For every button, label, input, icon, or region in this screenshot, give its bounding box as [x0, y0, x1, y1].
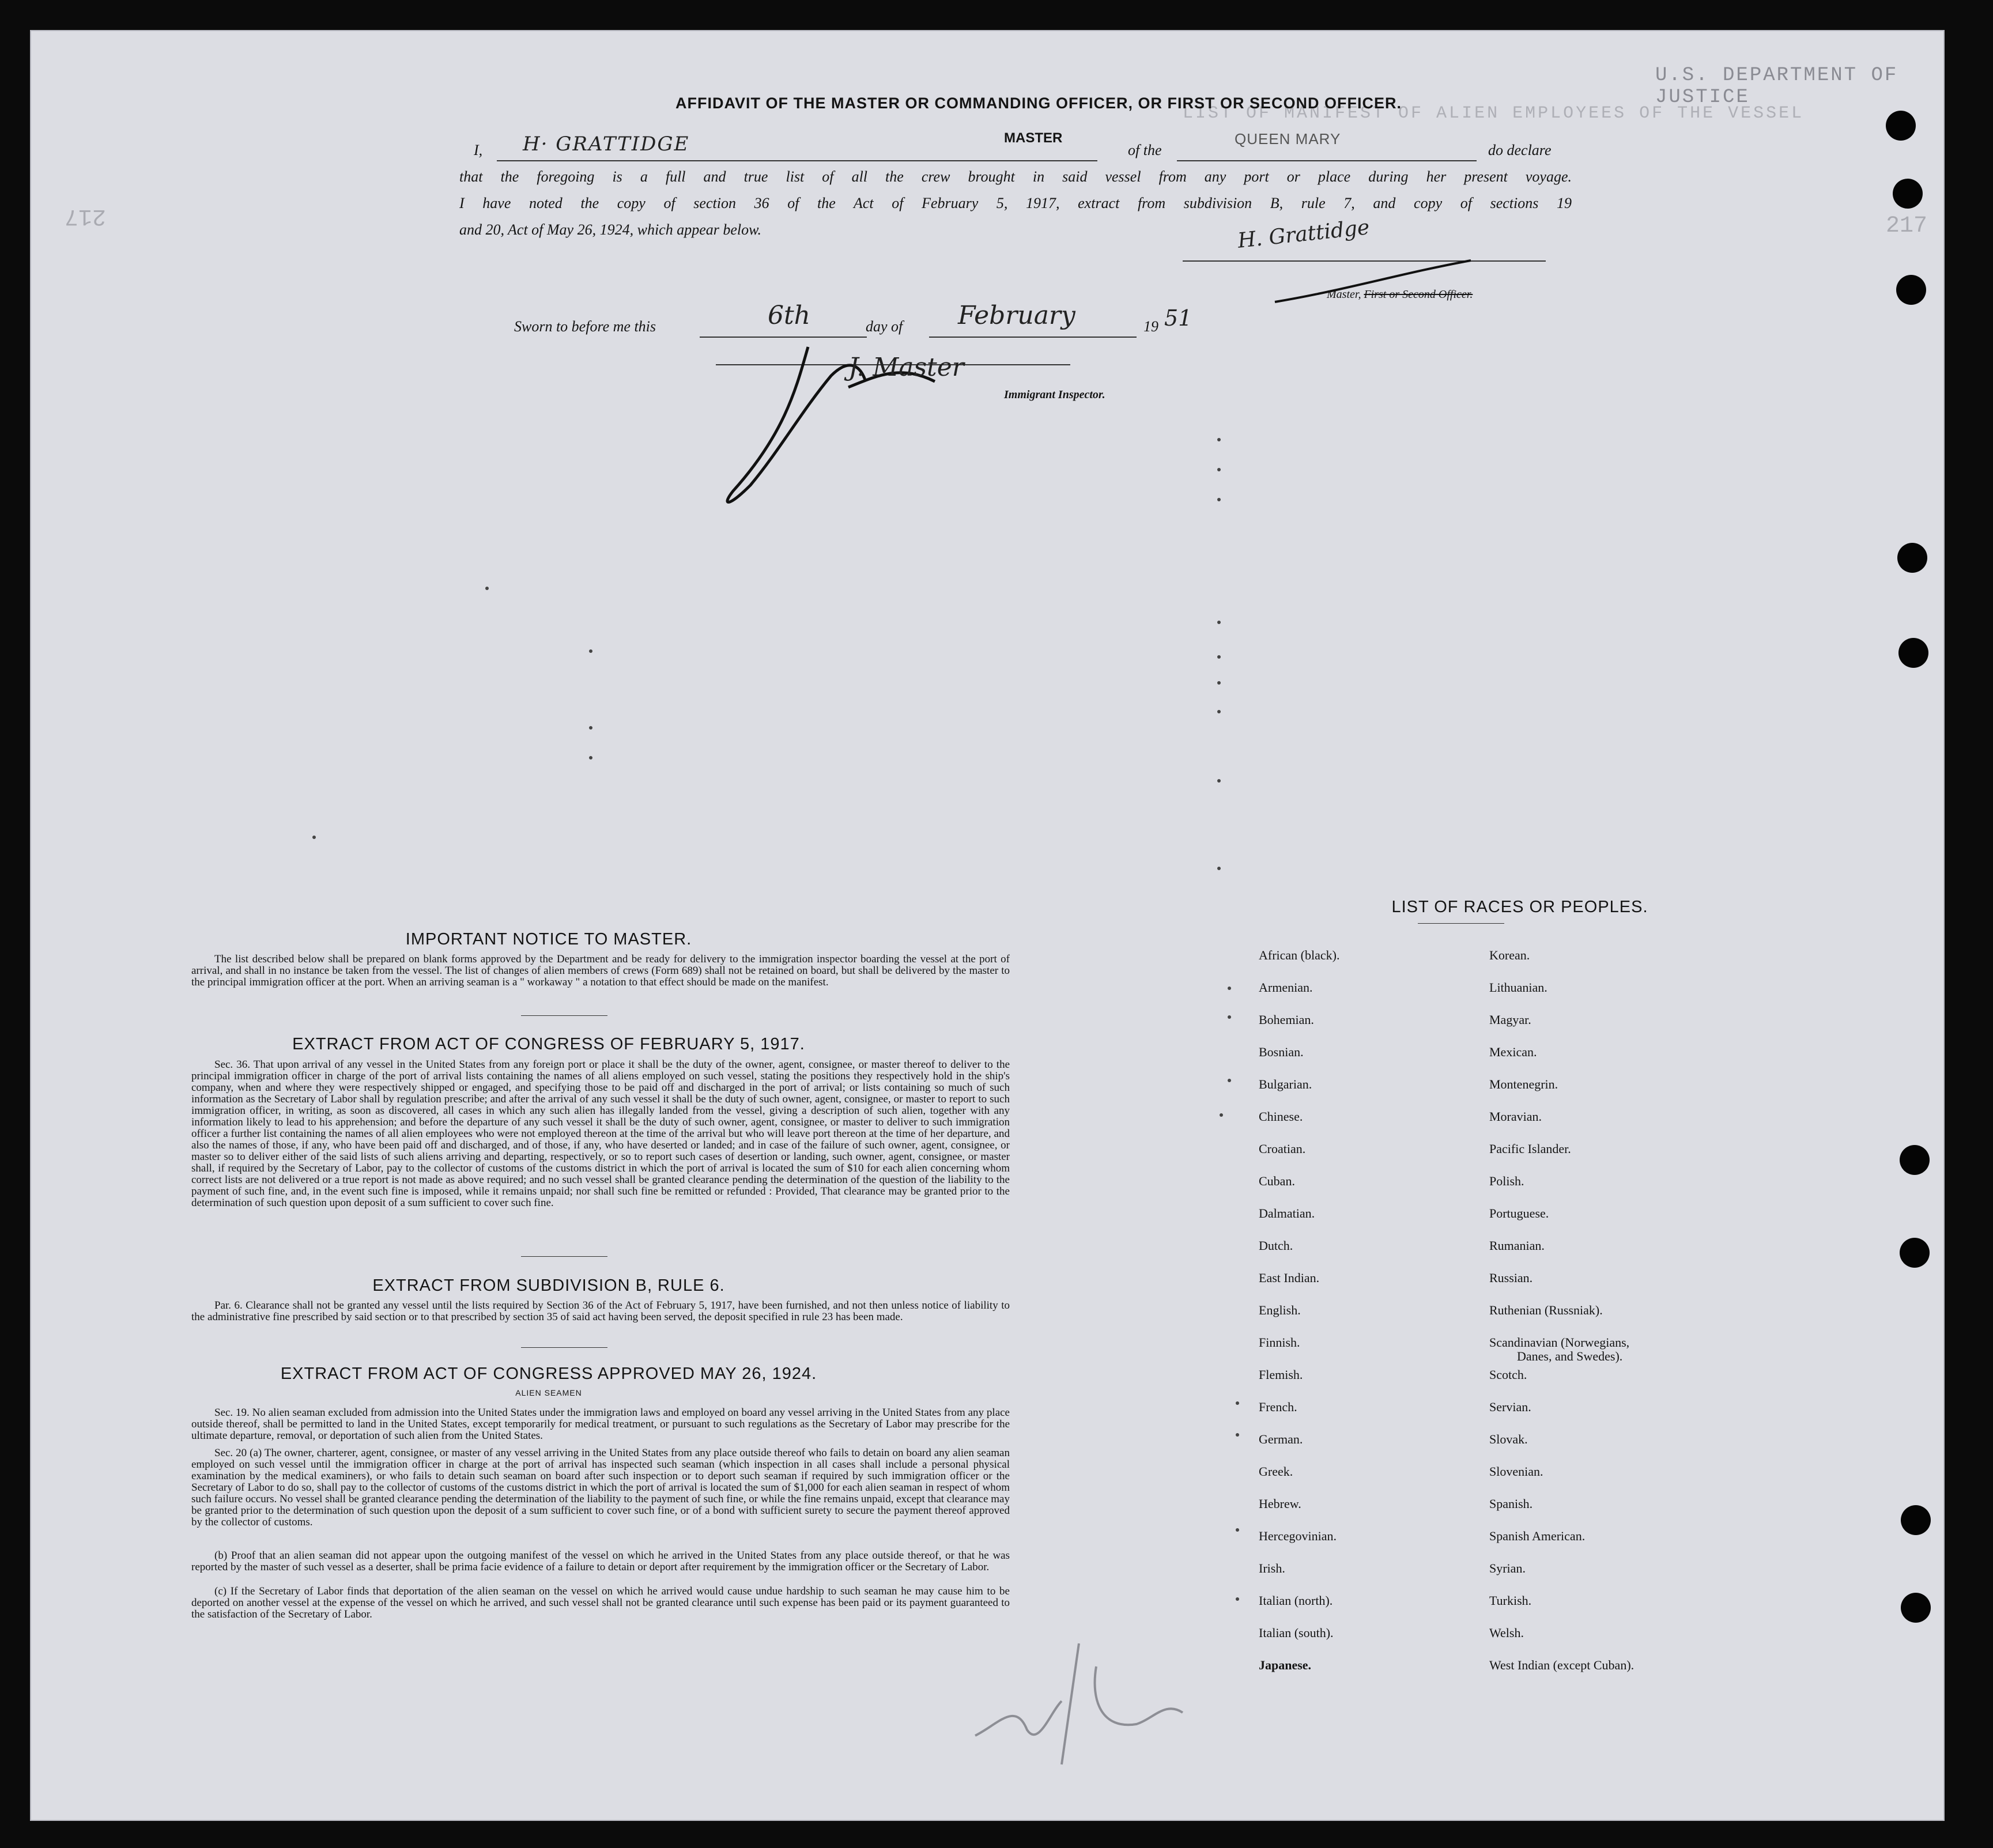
race-item: Servian. — [1489, 1400, 1531, 1414]
race-item-continuation: Danes, and Swedes). — [1517, 1349, 1623, 1363]
of-the-label: of the — [1128, 142, 1162, 158]
race-item: Portuguese. — [1489, 1206, 1549, 1220]
vessel-stamp: QUEEN MARY — [1235, 130, 1341, 148]
year-handwritten: 51 — [1164, 305, 1192, 331]
punch-hole — [1901, 1593, 1931, 1623]
day-of-label: day of — [866, 318, 903, 335]
affidavit-title: AFFIDAVIT OF THE MASTER OR COMMANDING OFFICER, OR FIRST OR SECOND OFFICER. — [675, 95, 1402, 112]
race-item: Spanish. — [1489, 1496, 1533, 1511]
race-item: West Indian (except Cuban). — [1489, 1658, 1635, 1672]
alien-seamen-subtitle: ALIEN SEAMEN — [515, 1388, 582, 1397]
punch-hole — [1886, 111, 1916, 141]
race-item: French. — [1259, 1400, 1297, 1414]
race-item: Moravian. — [1489, 1109, 1542, 1124]
race-item: Armenian. — [1259, 980, 1313, 995]
races-title: LIST OF RACES OR PEOPLES. — [1391, 898, 1648, 916]
day-handwritten: 6th — [768, 301, 811, 330]
race-item: East Indian. — [1259, 1271, 1320, 1285]
divider — [521, 1256, 607, 1257]
race-item: Italian (south). — [1259, 1626, 1334, 1640]
race-item: Bosnian. — [1259, 1045, 1304, 1059]
race-item: Croatian. — [1259, 1142, 1306, 1156]
officer-caption — [1327, 288, 1473, 301]
race-item: Hercegovinian. — [1259, 1529, 1337, 1543]
month-line — [929, 337, 1137, 338]
i-label: I, — [474, 142, 483, 158]
race-item: Scotch. — [1489, 1367, 1527, 1382]
divider — [1418, 923, 1504, 924]
race-item: Slovak. — [1489, 1432, 1528, 1446]
punch-hole — [1898, 638, 1928, 668]
sec-20c-body: (c) If the Secretary of Labor finds that deportation of the alien seaman on the vessel on which he arrived would cause undue hardship to such seaman he may cause him to be deported on another vessel at the expense of the vessel on which he arrived, and such vessel shall not be granted clearance until such expense has been paid or its payment guaranteed to the satisfaction of the Secretary of Labor. — [191, 1585, 1010, 1620]
race-item: Japanese. — [1259, 1658, 1312, 1672]
sec-20a-body: Sec. 20 (a) The owner, charterer, agent, consignee, or master of any vessel arriving in the United States from any place outside thereof who fails to detain on board any alien seaman employed on such vessel until the immigration officer in charge at the port of arrival has inspected such seaman (which inspection in all cases shall include a personal physical examination by the medical examiners), or who fails to detain such seaman on board after such inspection or to deport such seaman if required by such immigration officer or the Secretary of Labor to do so, shall pay to the collector of customs of the customs district in which the port of arrival is located the sum of $1,000 for each alien seaman in respect of whom such failure occurs. No vessel shall be granted clearance pending the determination of the liability to the payment of such fine, or while the fine remains unpaid, except that clearance may be granted prior to the determination of such question upon the deposit of a sum sufficient to cover such fine, or of a bond with sufficient surety to secure the payment thereof approved by the collector of customs. — [191, 1447, 1010, 1528]
faint-signature-scribble — [964, 1632, 1206, 1770]
race-item: Korean. — [1489, 948, 1530, 962]
month-handwritten: February — [958, 301, 1075, 330]
show-through-line: U.S. DEPARTMENT OF JUSTICE — [1655, 65, 1898, 108]
race-item: Dutch. — [1259, 1238, 1293, 1253]
inspector-signature: J. Master — [848, 353, 964, 382]
master-signature: H. Grattidge — [1236, 216, 1371, 253]
race-item: Finnish. — [1259, 1335, 1300, 1350]
punch-hole — [1897, 543, 1927, 573]
punch-hole — [1893, 179, 1923, 209]
master-name-handwritten: H· GRATTIDGE — [523, 133, 690, 156]
punch-hole — [1900, 1238, 1930, 1268]
race-item: Rumanian. — [1489, 1238, 1545, 1253]
name-line — [497, 160, 1097, 161]
race-item: Ruthenian (Russniak). — [1489, 1303, 1603, 1317]
race-item: Magyar. — [1489, 1012, 1531, 1027]
day-line — [700, 337, 867, 338]
extract-1917-body: Sec. 36. That upon arrival of any vessel in the United States from any foreign port or place it shall be the duty of the owner, agent, consignee, or master thereof to deliver to the principal immigration officer in charge of the port of arrival lists containing the names of all aliens employed on such vessel, stating the positions they respectively hold in the ship's company, when and where they were respectively shipped or engaged, and specifying those to be paid off and discharged in the port of arrival; or lists containing so much of such information as the Secretary of Labor shall by regulation prescribe; and after the arrival of any such vessel it shall be the duty of such owner, agent, consignee, or master to report to such immigration officer, in writing, as soon as discovered, all cases in which any such alien has illegally landed from the vessel, giving a description of such alien, together with any information likely to lead to his apprehension; and before the departure of any such vessel it shall be the duty of such owner, agent, consignee, or master to deliver to such immigration officer a further list containing the names of all alien employees who were not employed thereon at the time of the arrival but who will leave port thereon at the time of her departure, and also the names of those, if any, who have been paid off and discharged, and of those, if any, who have deserted or landed; and in case of the failure of such owner, agent, consignee, or master so to deliver either of the said lists of such aliens arriving and departing, respectively, or so to report such cases of desertion or landing, such owner, agent, consignee, or master shall, if required by the Secretary of Labor, pay to the collector of customs of the customs district in which the port of arrival is located the sum of $10 for each alien concerning whom correct lists are not delivered or a true report is not made as above required; and no such vessel shall be granted clearance pending the determination of the question of the liability to the payment of such fine, and, in the event such fine is imposed, while it remains unpaid; nor shall such fine be remitted or refunded : Provided, That clearance may be granted prior to the determination of such question upon deposit of a sum sufficient to cover such fine. — [191, 1059, 1010, 1209]
notice-title: IMPORTANT NOTICE TO MASTER. — [405, 930, 692, 948]
race-item: Montenegrin. — [1489, 1077, 1558, 1091]
divider — [521, 1015, 607, 1016]
sec-20b-body: (b) Proof that an alien seaman did not appear upon the outgoing manifest of the vessel on which he arrived in the United States from any place outside thereof, or that he was reported by the master of such vessel as a deserter, shall be prima facie evidence of a failure to detain or deport after requirement by the immigration officer or the Secretary of Labor. — [191, 1550, 1010, 1573]
race-item: Syrian. — [1489, 1561, 1526, 1575]
declaration-line-3: I have noted the copy of section 36 of the Act of February 5, 1917, extract from subdivision B, rule 7, and copy of sections 19 — [459, 195, 1572, 211]
race-item: Spanish American. — [1489, 1529, 1586, 1543]
inspector-caption: Immigrant Inspector. — [1004, 388, 1105, 401]
race-item: Italian (north). — [1259, 1593, 1333, 1608]
extract-1924-title: EXTRACT FROM ACT OF CONGRESS APPROVED MAY 26, 1924. — [280, 1365, 817, 1383]
race-item: Turkish. — [1489, 1593, 1532, 1608]
show-through-heading: LIST OF MANIFEST OF ALIEN EMPLOYEES OF THE VESSEL — [1183, 104, 1805, 123]
do-declare-label: do declare — [1488, 142, 1552, 158]
race-item: Dalmatian. — [1259, 1206, 1315, 1220]
declaration-line-2: that the foregoing is a full and true list of all the crew brought in said vessel from any port or place during her present voyage. — [459, 168, 1572, 185]
divider — [521, 1347, 607, 1348]
race-item: Chinese. — [1259, 1109, 1303, 1124]
race-item: African (black). — [1259, 948, 1340, 962]
race-item: Lithuanian. — [1489, 980, 1547, 995]
extract-1917-title: EXTRACT FROM ACT OF CONGRESS OF FEBRUARY 5, 1917. — [292, 1035, 805, 1053]
race-item: Pacific Islander. — [1489, 1142, 1571, 1156]
officer-caption-struck: First or Second Officer. — [1364, 288, 1473, 301]
race-item: Flemish. — [1259, 1367, 1303, 1382]
sec-19-body: Sec. 19. No alien seaman excluded from admission into the United States under the immigration laws and employed on board any vessel arriving in the United States from any place outside thereof, shall be permitted to land in the United States, except temporarily for medical treatment, or pursuant to such regulations as the Secretary of Labor may prescribe for the ultimate departure, removal, or deportation of such alien from the United States. — [191, 1407, 1010, 1442]
race-item: Russian. — [1489, 1271, 1533, 1285]
officer-caption-master: Master, — [1327, 288, 1361, 301]
race-item: Bulgarian. — [1259, 1077, 1312, 1091]
rank-stamp: MASTER — [1004, 130, 1063, 146]
race-item: Slovenian. — [1489, 1464, 1543, 1479]
race-item: English. — [1259, 1303, 1301, 1317]
race-item: Hebrew. — [1259, 1496, 1301, 1511]
declaration-line-4: and 20, Act of May 26, 1924, which appear below. — [459, 221, 762, 238]
vessel-line — [1177, 160, 1477, 161]
rule-6-body: Par. 6. Clearance shall not be granted any vessel until the lists required by Section 36 of the Act of February 5, 1917, have been furnished, and not then unless notice of liability to the administrative fine prescribed by said section or to that prescribed by section 35 of said act having been served, the deposit specified in rule 23 has been made. — [191, 1299, 1010, 1323]
race-item: Irish. — [1259, 1561, 1285, 1575]
race-item: Polish. — [1489, 1174, 1524, 1188]
document-sheet — [30, 30, 1945, 1821]
race-item: German. — [1259, 1432, 1303, 1446]
race-item: Welsh. — [1489, 1626, 1524, 1640]
race-item: Scandinavian (Norwegians, — [1489, 1335, 1630, 1350]
punch-hole — [1896, 275, 1926, 305]
year-prefix: 19 — [1143, 318, 1158, 335]
sworn-label: Sworn to before me this — [514, 318, 656, 335]
rule-6-title: EXTRACT FROM SUBDIVISION B, RULE 6. — [372, 1276, 725, 1295]
notice-body: The list described below shall be prepared on blank forms approved by the Department and be ready for delivery to the immigration inspector boarding the vessel at the port of arrival, and shall in no instance be taken from the vessel. The list of changes of alien members of crews (Form 689) shall not be retained on board, but shall be delivered by the master to the principal immigration officer at the port. When an arriving seaman is a " workaway " a notation to that effect should be made on the manifest. — [191, 953, 1010, 988]
punch-hole — [1901, 1505, 1931, 1535]
race-item: Mexican. — [1489, 1045, 1537, 1059]
race-item: Cuban. — [1259, 1174, 1295, 1188]
show-through-page-number-right: 217 — [1886, 213, 1928, 239]
race-item: Bohemian. — [1259, 1012, 1314, 1027]
punch-hole — [1900, 1145, 1930, 1175]
race-item: Greek. — [1259, 1464, 1293, 1479]
show-through-page-number: 217 — [65, 203, 107, 229]
